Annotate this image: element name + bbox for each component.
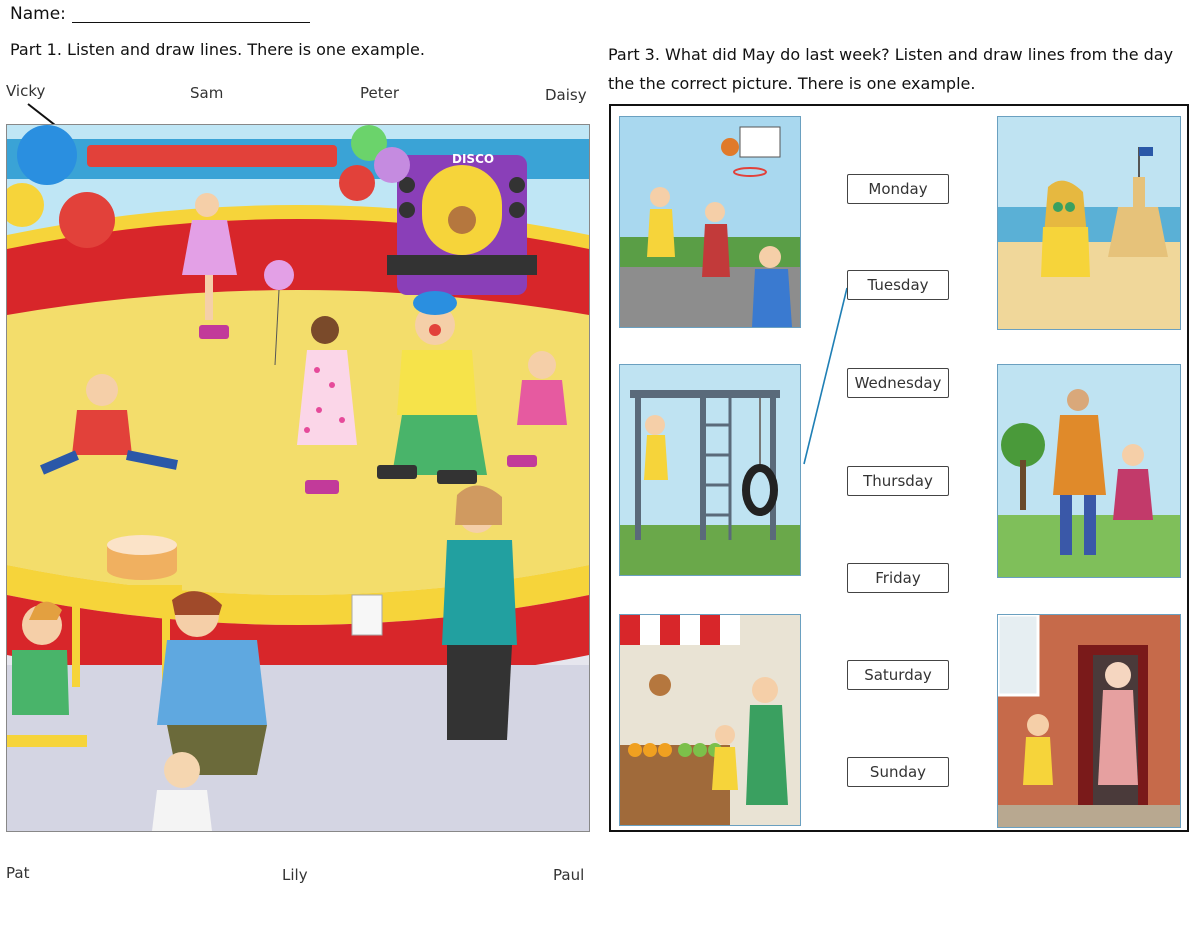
name-daisy[interactable]: Daisy <box>545 86 587 104</box>
name-lily[interactable]: Lily <box>282 866 308 884</box>
day-box-tuesday[interactable]: Tuesday <box>847 270 949 300</box>
name-pat[interactable]: Pat <box>6 864 30 882</box>
day-box-wednesday[interactable]: Wednesday <box>847 368 949 398</box>
disco-sign-text: DISCO <box>452 152 495 166</box>
part1-instruction: Part 1. Listen and draw lines. There is one example. <box>10 40 425 59</box>
part3-instruction: Part 3. What did May do last week? Listen and draw lines from the day the the correct picture. There is one example. <box>608 45 1174 93</box>
day-box-sunday[interactable]: Sunday <box>847 757 949 787</box>
day-box-thursday[interactable]: Thursday <box>847 466 949 496</box>
picture-market[interactable] <box>619 614 801 826</box>
picture-basketball[interactable] <box>619 116 801 328</box>
party-illustration <box>6 124 590 832</box>
picture-walking-with-father[interactable] <box>997 364 1181 578</box>
picture-sandcastle[interactable] <box>997 116 1181 330</box>
name-label: Name: <box>10 4 66 24</box>
day-box-monday[interactable]: Monday <box>847 174 949 204</box>
part3-matching-panel <box>609 104 1189 832</box>
name-peter[interactable]: Peter <box>360 84 400 102</box>
picture-visiting-grandmother[interactable] <box>997 614 1181 828</box>
name-vicky[interactable]: Vicky <box>6 82 46 100</box>
picture-playground[interactable] <box>619 364 801 576</box>
day-box-saturday[interactable]: Saturday <box>847 660 949 690</box>
name-paul[interactable]: Paul <box>553 866 585 884</box>
day-box-friday[interactable]: Friday <box>847 563 949 593</box>
name-writing-line[interactable] <box>72 22 310 23</box>
name-sam[interactable]: Sam <box>190 84 224 102</box>
roller-disco-party-scene <box>6 124 588 830</box>
